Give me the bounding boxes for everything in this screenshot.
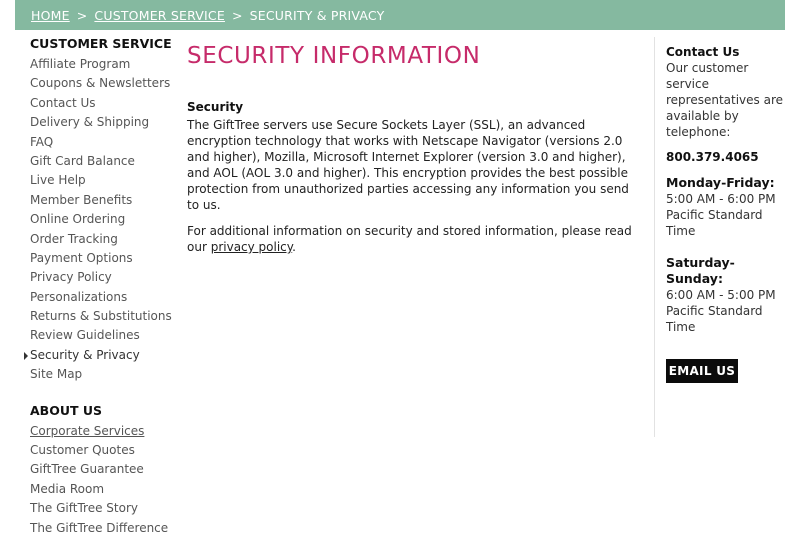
contact-description: Our customer service representatives are available by telephone: xyxy=(666,61,784,139)
privacy-policy-link[interactable]: privacy policy xyxy=(210,240,293,254)
section-heading: Security xyxy=(187,100,244,114)
sidebar-item-review-guidelines[interactable]: Review Guidelines xyxy=(30,328,140,343)
about-us-section xyxy=(30,403,180,538)
contact-panel xyxy=(666,44,786,378)
sidebar-item-corporate-services[interactable]: Corporate Services xyxy=(30,423,145,438)
sidebar-heading-customer-service: CUSTOMER SERVICE xyxy=(30,36,172,51)
page-title: SECURITY INFORMATION xyxy=(187,43,481,69)
sidebar-item-gifttree-story[interactable]: The GiftTree Story xyxy=(30,501,138,516)
main-content xyxy=(187,40,637,255)
sidebar-item-coupons-newsletters[interactable]: Coupons & Newsletters xyxy=(30,76,171,91)
sidebar-item-customer-quotes[interactable]: Customer Quotes xyxy=(30,443,135,458)
additional-info-paragraph xyxy=(187,223,637,255)
sidebar xyxy=(30,36,180,538)
column-divider xyxy=(654,37,655,437)
paragraph-end-punctuation: . xyxy=(292,240,296,254)
sidebar-item-payment-options[interactable]: Payment Options xyxy=(30,250,133,265)
security-paragraph: The GiftTree servers use Secure Sockets Layer (SSL), an advanced encryption technology that works with Netscape Navigator (versions 2.0 and higher), Mozilla, Microsoft Internet Explorer (version 3.0 and higher), and AOL (AOL 3.0 and higher). This encryption provides the best possible protection from unauthorized parties accessing any information you send to us. xyxy=(187,118,629,212)
sidebar-item-media-room[interactable]: Media Room xyxy=(30,481,105,496)
sidebar-heading-about-us: ABOUT US xyxy=(30,402,103,418)
sidebar-item-faq[interactable]: FAQ xyxy=(30,134,54,149)
phone-number: 800.379.4065 xyxy=(666,150,759,164)
sidebar-item-privacy-policy[interactable]: Privacy Policy xyxy=(30,270,112,285)
breadcrumb-current: SECURITY & PRIVACY xyxy=(249,7,385,23)
breadcrumb xyxy=(15,0,785,30)
weekday-hours-heading: Monday-Friday: xyxy=(666,175,775,190)
breadcrumb-home-link[interactable]: HOME xyxy=(31,7,70,23)
weekend-hours-heading: Saturday-Sunday: xyxy=(666,255,735,286)
email-us-button[interactable]: EMAIL US xyxy=(666,359,738,383)
sidebar-item-personalizations[interactable]: Personalizations xyxy=(30,289,128,304)
sidebar-item-gifttree-difference[interactable]: The GiftTree Difference xyxy=(30,520,169,535)
sidebar-item-gifttree-guarantee[interactable]: GiftTree Guarantee xyxy=(30,462,144,477)
additional-info-text: For additional information on security and stored information, please read our xyxy=(187,224,632,254)
breadcrumb-separator: > xyxy=(231,7,243,23)
sidebar-item-online-ordering[interactable]: Online Ordering xyxy=(30,212,126,227)
sidebar-item-contact-us[interactable]: Contact Us xyxy=(30,95,96,110)
breadcrumb-separator: > xyxy=(76,7,88,23)
contact-heading: Contact Us xyxy=(666,45,740,59)
sidebar-item-security-privacy[interactable]: Security & Privacy xyxy=(30,346,180,365)
sidebar-item-member-benefits[interactable]: Member Benefits xyxy=(30,192,133,207)
sidebar-item-order-tracking[interactable]: Order Tracking xyxy=(30,231,118,246)
sidebar-item-returns-substitutions[interactable]: Returns & Substitutions xyxy=(30,309,172,324)
weekend-hours: 6:00 AM - 5:00 PM Pacific Standard Time xyxy=(666,288,776,334)
sidebar-item-delivery-shipping[interactable]: Delivery & Shipping xyxy=(30,115,150,130)
weekday-hours: 5:00 AM - 6:00 PM Pacific Standard Time xyxy=(666,192,776,238)
sidebar-item-affiliate-program[interactable]: Affiliate Program xyxy=(30,57,131,71)
sidebar-item-gift-card-balance[interactable]: Gift Card Balance xyxy=(30,153,135,168)
breadcrumb-customer-service-link[interactable]: CUSTOMER SERVICE xyxy=(94,7,225,23)
sidebar-item-site-map[interactable]: Site Map xyxy=(30,367,83,382)
sidebar-item-live-help[interactable]: Live Help xyxy=(30,173,86,188)
